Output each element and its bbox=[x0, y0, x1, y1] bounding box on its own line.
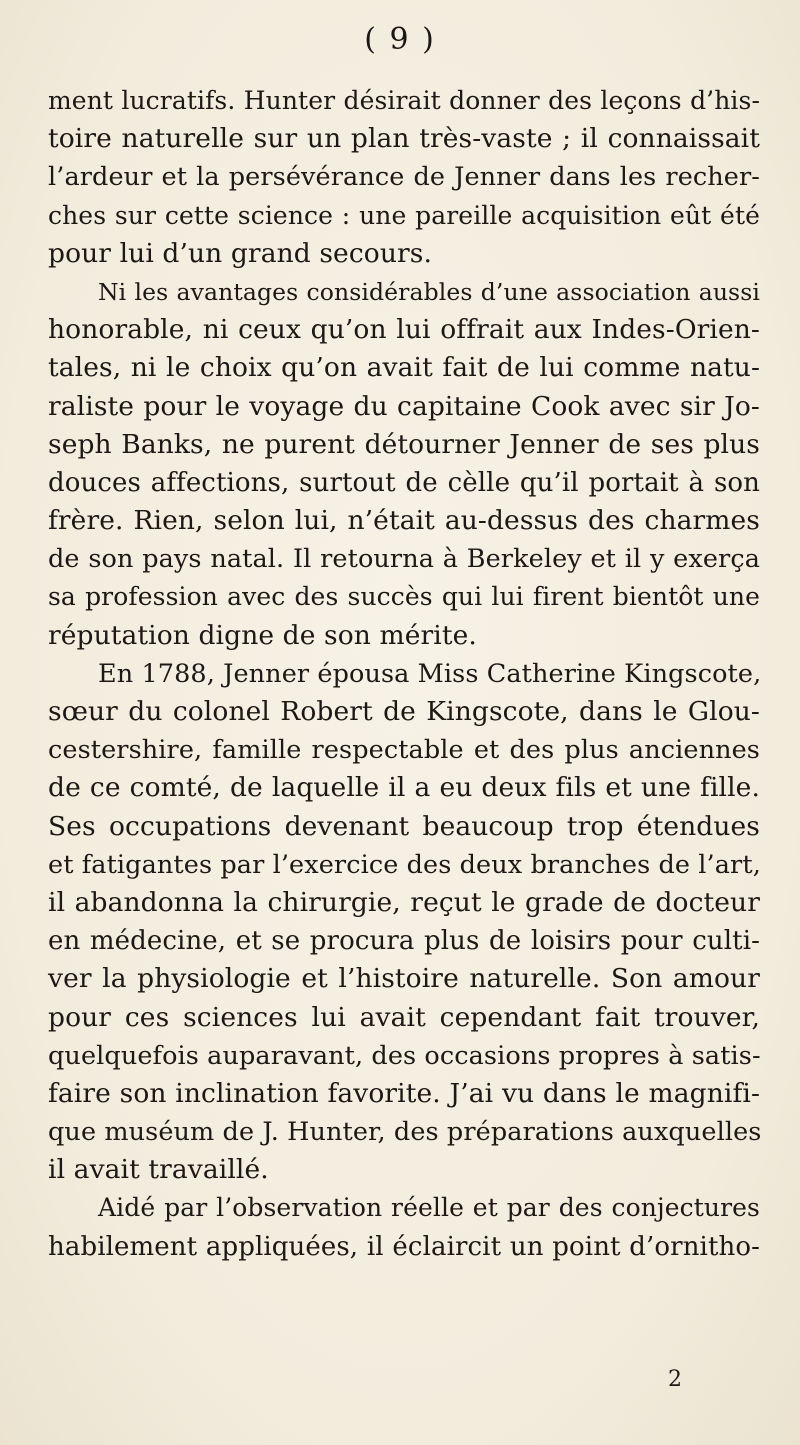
text-line: quelquefois auparavant, des occasions propres à satis- bbox=[48, 1040, 761, 1071]
signature-mark: 2 bbox=[668, 1367, 682, 1392]
text-line: pour lui d’un grand secours. bbox=[48, 237, 432, 269]
text-line: ver la physiologie et l’histoire naturelle. Son amour bbox=[48, 963, 760, 995]
text-line: habilement appliquées, il éclaircit un point d’ornitho- bbox=[48, 1231, 760, 1262]
text-line: l’ardeur et la persévérance de Jenner dans les recher- bbox=[48, 162, 760, 193]
text-line: de son pays natal. Il retourna à Berkeley et il y exerça bbox=[48, 544, 760, 575]
text-line: tales, ni le choix qu’on avait fait de lui comme natu- bbox=[48, 352, 760, 384]
text-line: honorable, ni ceux qu’on lui offrait aux Indes-Orien- bbox=[48, 314, 760, 346]
text-line: faire son inclination favorite. J’ai vu dans le magnifi- bbox=[48, 1077, 760, 1109]
text-line: pour ces sciences lui avait cependant fait trouver, bbox=[48, 1001, 760, 1033]
text-line: ment lucratifs. Hunter désirait donner des leçons d’his- bbox=[48, 86, 760, 115]
text-line: Ni les avantages considérables d’une association aussi bbox=[98, 277, 760, 306]
text-line: sœur du colonel Robert de Kingscote, dans le Glou- bbox=[48, 696, 760, 727]
text-line: Ses occupations devenant beaucoup trop étendues bbox=[48, 810, 760, 842]
text-line: En 1788, Jenner épousa Miss Catherine Kingscote, bbox=[98, 658, 762, 689]
text-line: cestershire, famille respectable et des plus anciennes bbox=[48, 735, 760, 766]
text-line: réputation digne de son mérite. bbox=[48, 619, 477, 651]
text-line: ches sur cette science : une pareille acquisition eût été bbox=[48, 200, 760, 230]
text-line: que muséum de J. Hunter, des préparations auxquelles bbox=[48, 1117, 762, 1148]
text-line: frère. Rien, selon lui, n’était au-dessus des charmes bbox=[48, 505, 760, 537]
text-line: seph Banks, ne purent détourner Jenner de ses plus bbox=[48, 428, 760, 460]
text-line: raliste pour le voyage du capitaine Cook avec sir Jo- bbox=[48, 390, 760, 422]
text-line: en médecine, et se procura plus de loisirs pour culti- bbox=[48, 926, 760, 957]
body-text bbox=[48, 82, 760, 1266]
text-line: il avait travaillé. bbox=[48, 1154, 269, 1186]
text-line: il abandonna la chirurgie, reçut le grade de docteur bbox=[48, 886, 760, 918]
text-line: de ce comté, de laquelle il a eu deux fils et une fille. bbox=[48, 772, 760, 804]
text-line: Aidé par l’observation réelle et par des conjectures bbox=[98, 1193, 760, 1223]
text-line: toire naturelle sur un plan très-vaste ; il connaissait bbox=[48, 123, 760, 155]
text-line: sa profession avec des succès qui lui firent bientôt une bbox=[48, 582, 760, 612]
page-number: ( 9 ) bbox=[364, 22, 436, 57]
text-line: douces affections, surtout de cèlle qu’il portait à son bbox=[48, 467, 760, 498]
text-line: et fatigantes par l’exercice des deux branches de l’art, bbox=[48, 849, 761, 880]
